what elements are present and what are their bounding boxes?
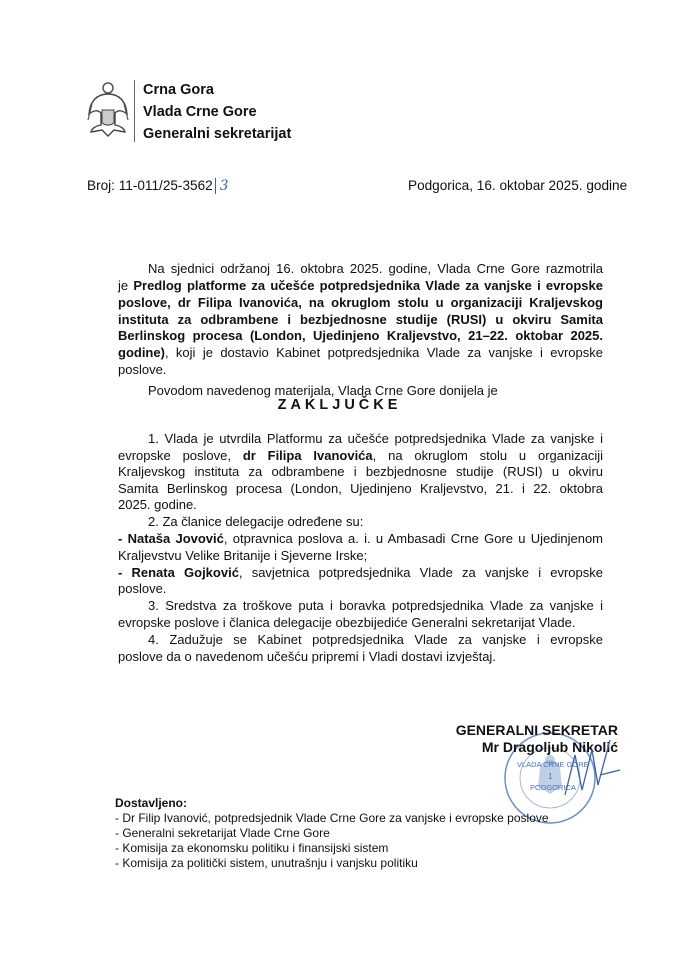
coat-of-arms-logo — [86, 80, 130, 142]
bold-text: godine) — [118, 345, 165, 360]
body-line — [118, 362, 603, 378]
distribution-item: - Komisija za ekonomsku politiku i finansijski sistem — [115, 841, 389, 855]
bold-text: - Renata Gojković — [118, 565, 239, 580]
body-line — [118, 548, 603, 564]
body-text: evropske poslove i članica delegacije obezbijediće Generalni sekretarijat Vlade. — [118, 615, 576, 630]
distribution-item: - Komisija za politički sistem, unutrašnju i vanjsku politiku — [115, 856, 418, 870]
body-line — [148, 632, 603, 648]
body-line — [118, 448, 603, 464]
reference-number — [87, 178, 228, 194]
body-text: poslove da o navedenom učešću pripremi i Vladi dostavi izvještaj. — [118, 649, 496, 664]
bold-text: Predlog platforme za učešće potpredsjednika Vlade za vanjske i evropske — [133, 278, 603, 293]
header-government: Vlada Crne Gore — [143, 104, 257, 120]
body-text: je — [118, 278, 134, 293]
distribution-item: - Generalni sekretarijat Vlade Crne Gore — [115, 826, 330, 840]
body-line — [118, 497, 603, 513]
handwritten-signature — [560, 735, 630, 810]
header-country: Crna Gora — [143, 82, 214, 98]
stamp-city: PODGORICA — [530, 783, 576, 792]
body-text: Povodom navedenog materijala, Vlada Crne Gore donijela je — [148, 383, 498, 398]
body-line — [148, 514, 603, 530]
body-text: 2. Za članice delegacije određene su: — [148, 514, 364, 529]
body-line — [118, 328, 603, 344]
header-department: Generalni sekretarijat — [143, 126, 292, 142]
body-line — [118, 531, 603, 547]
body-text: Na sjednici održanoj 16. oktobra 2025. godine, Vlada Crne Gore razmotrila — [148, 261, 603, 276]
bold-text: instituta za odbrambene i bezbjednosne studije (RUSI) u okviru Samita — [118, 312, 603, 327]
body-text: poslove. — [118, 362, 167, 377]
body-line — [118, 295, 603, 311]
body-text: , koji je dostavio Kabinet potpredsjednika Vlade za vanjske i evropske — [164, 345, 603, 360]
body-text: , savjetnica potpredsjednika Vlade za vanjske i evropske — [238, 565, 603, 580]
header-divider — [134, 80, 135, 142]
place-date: Podgorica, 16. oktobar 2025. godine — [408, 178, 628, 193]
distribution-label — [115, 796, 187, 810]
distribution-label-text: Dostavljeno: — [115, 796, 188, 810]
body-text: evropske poslove, — [118, 448, 243, 463]
bold-text: Berlinskog procesa (London, Ujedinjeno Kraljevstvo, 21–22. oktobar 2025. — [118, 328, 603, 343]
body-line — [118, 649, 603, 665]
handwritten-suffix: 3 — [215, 178, 229, 194]
body-text: 3. Sredstva za troškove puta i boravka potpredsjednika Vlade za vanjske i — [148, 598, 603, 613]
distribution-item: - Dr Filip Ivanović, potpredsjednik Vlade Crne Gore za vanjske i evropske poslove — [115, 811, 549, 825]
reference-number-text: Broj: 11-011/25-3562 — [87, 178, 213, 193]
body-text: , na okruglom stolu u organizaciji — [372, 448, 603, 463]
body-line — [148, 431, 603, 447]
stamp-text: VLADA CRNE GORE — [517, 760, 589, 769]
body-line — [118, 345, 603, 361]
body-text: 4. Zadužuje se Kabinet potpredsjednika Vlade za vanjske i evropske — [148, 632, 603, 647]
section-heading: ZAKLJUČKE — [277, 397, 402, 413]
body-line — [118, 615, 603, 631]
body-line — [118, 581, 603, 597]
body-text: poslove. — [118, 581, 167, 596]
bold-text: dr Filipa Ivanovića — [242, 448, 373, 463]
body-text: 1. Vlada je utvrdila Platformu za učešće potpredsjednika Vlade za vanjske i — [148, 431, 603, 446]
body-line — [118, 481, 603, 497]
body-line — [148, 261, 603, 277]
body-line — [118, 565, 603, 581]
body-text: Kraljevstvu Velike Britanije i Sjeverne Irske; — [118, 548, 368, 563]
body-line — [118, 464, 603, 480]
body-text: 2025. godine. — [118, 497, 197, 512]
bold-text: - Nataša Jovović — [118, 531, 224, 546]
bold-text: poslove, dr Filipa Ivanovića, na okruglom stolu u organizaciji Kraljevskog — [118, 295, 603, 310]
body-line — [118, 278, 603, 294]
signature-title: GENERALNI SEKRETAR — [455, 722, 618, 738]
body-text: Samita Berlinskog procesa (London, Ujedinjeno Kraljevstvo, 21. i 22. oktobra — [118, 481, 603, 496]
signatory-name: Mr Dragoljub Nikolić — [481, 739, 618, 755]
body-line — [148, 598, 603, 614]
stamp-number: 1 — [548, 772, 553, 781]
body-text: , otpravnica poslova a. i. u Ambasadi Crne Gore u Ujedinjenom — [223, 531, 604, 546]
body-text: Kraljevskog instituta za odbrambene i bezbjednosne studije (RUSI) u okviru — [118, 464, 603, 479]
body-line — [118, 312, 603, 328]
